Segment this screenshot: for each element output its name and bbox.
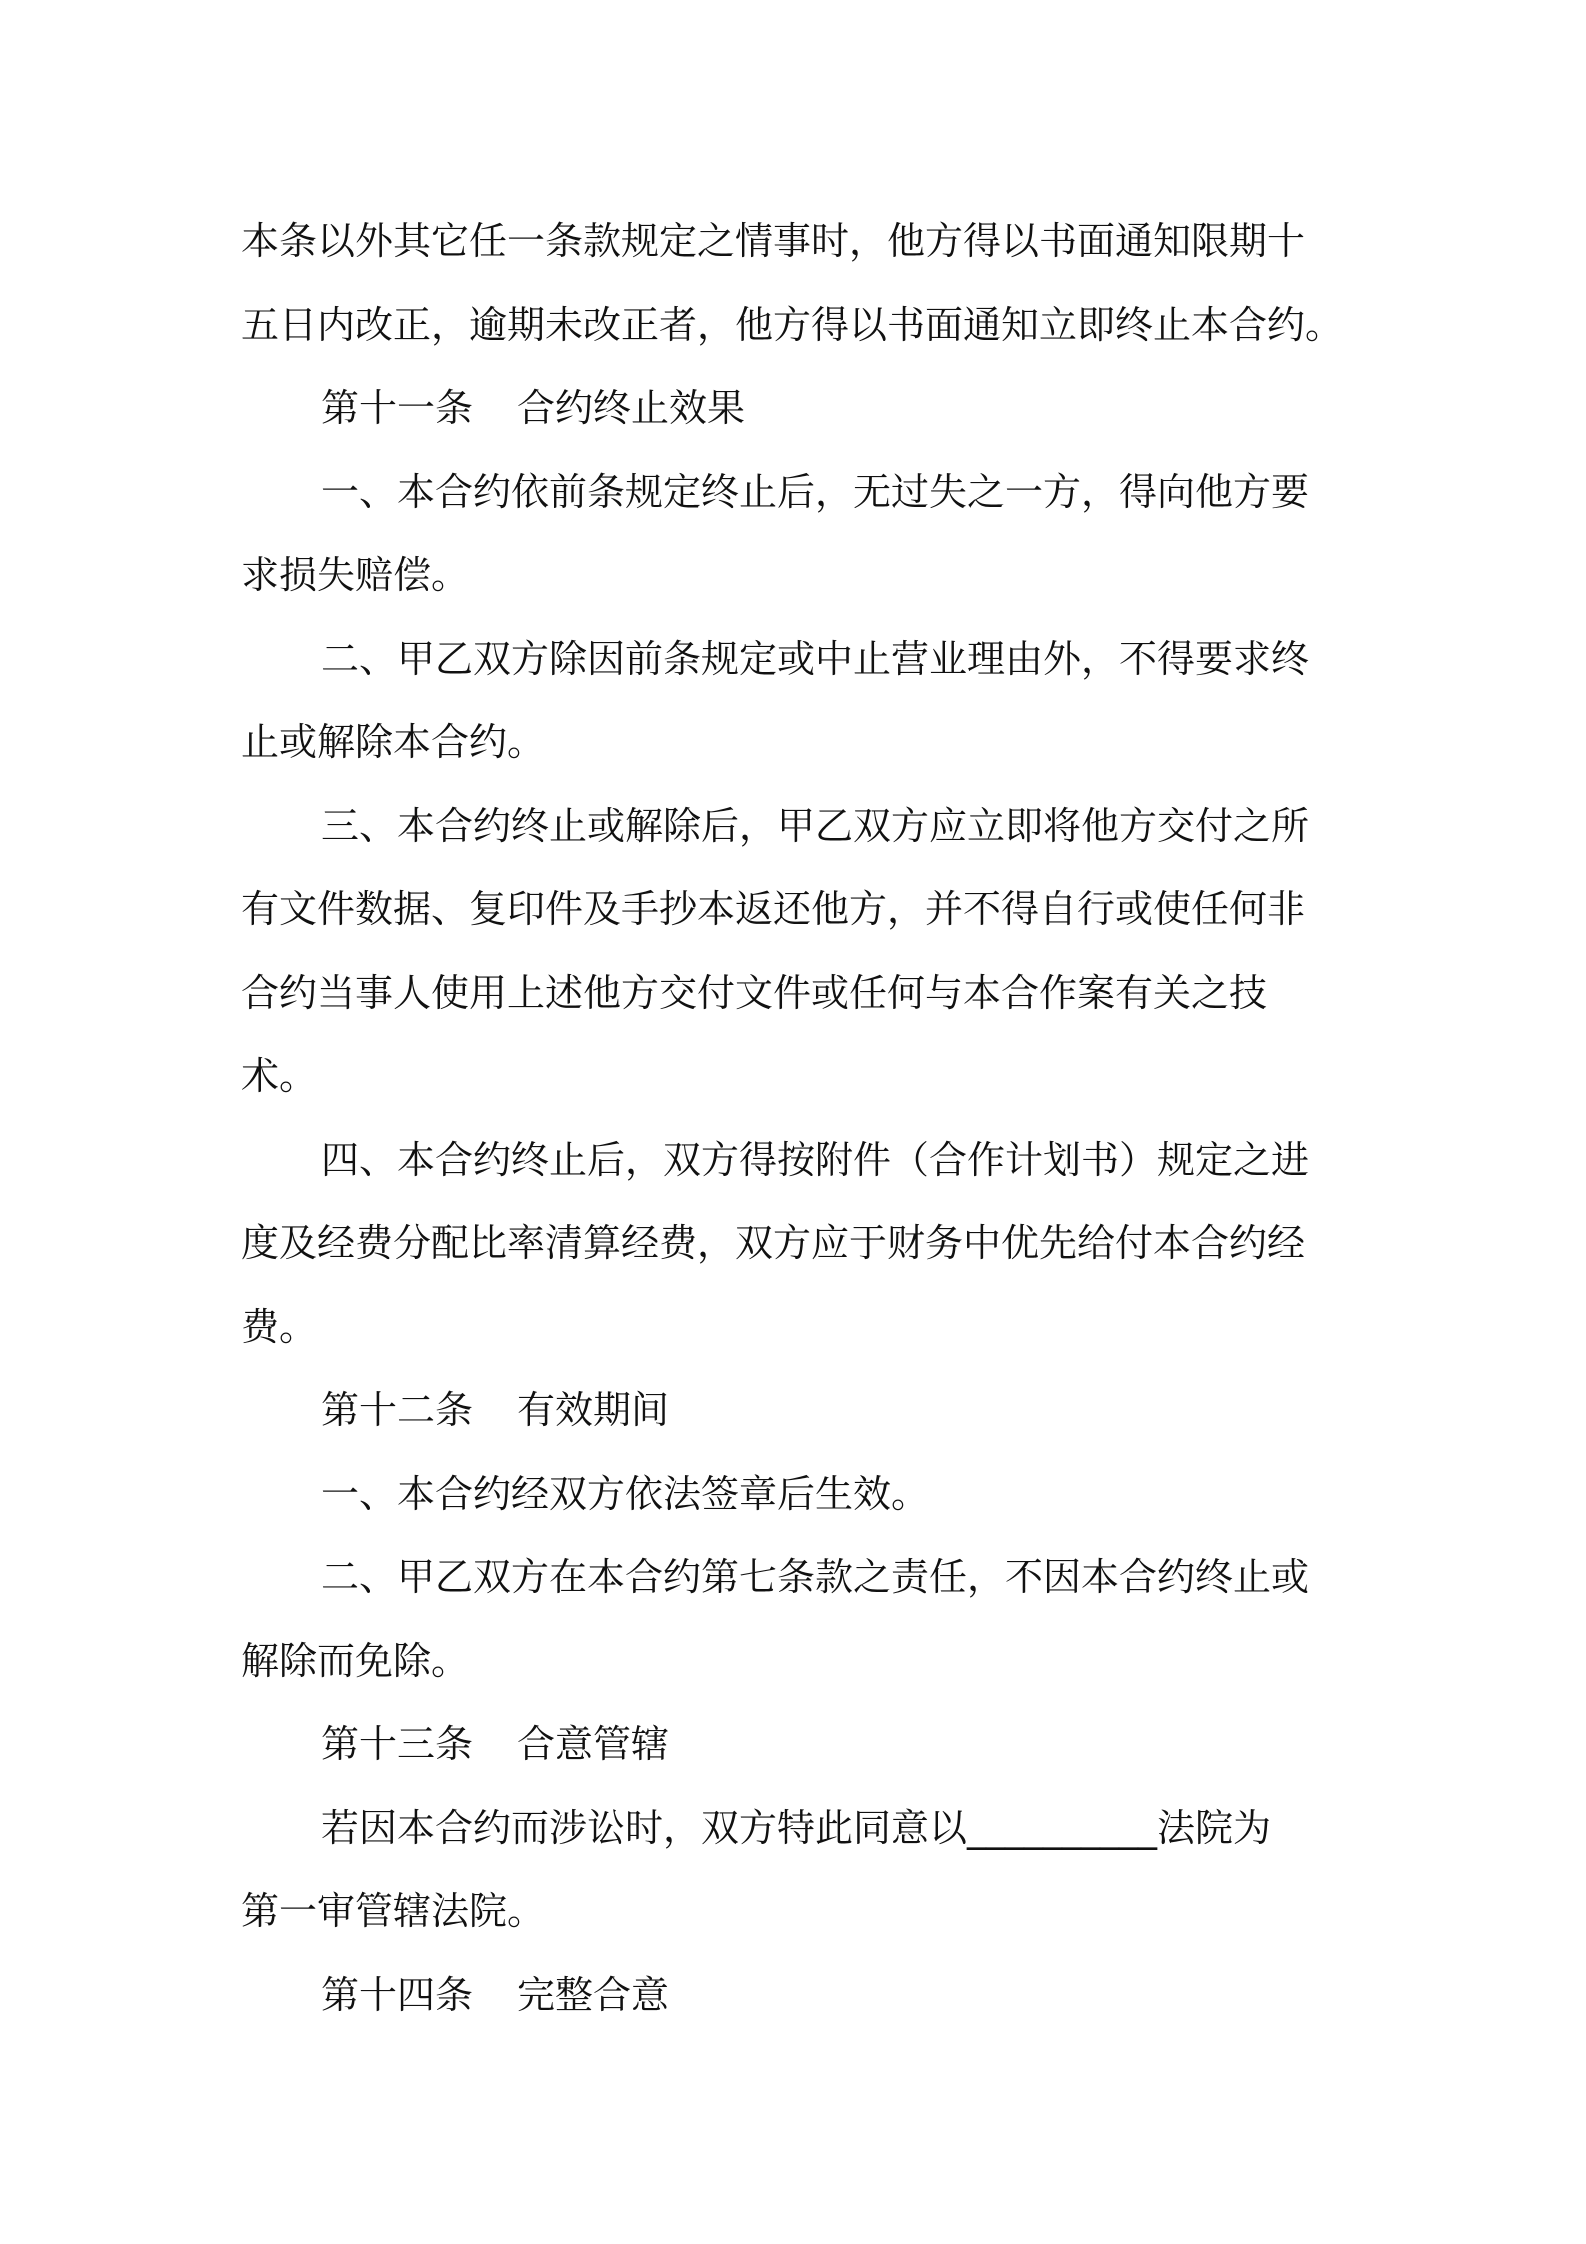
paragraph-line: 止或解除本合约。 [241,720,546,764]
paragraph-line: 三、本合约终止或解除后，甲乙双方应立即将他方交付之所 [321,803,1310,848]
paragraph-line: 求损失赔偿。 [241,553,470,597]
paragraph-line: 四、本合约终止后，双方得按附件（合作计划书）规定之进 [321,1137,1310,1182]
article-12-heading [241,1369,1351,1453]
article-number: 第十二条 [321,1388,474,1432]
paragraph-line: 术。 [241,1054,318,1098]
paragraph-line: 度及经费分配比率清算经费，双方应于财务中优先给付本合约经 [241,1221,1306,1265]
paragraph-line: 本条以外其它任一条款规定之情事时，他方得以书面通知限期十 [241,219,1306,263]
article-title: 有效期间 [517,1388,670,1432]
article-11-heading [241,367,1351,451]
paragraph-line: 一、本合约经双方依法签章后生效。 [321,1471,930,1516]
paragraph-line: 费。 [241,1304,318,1349]
paragraph-line: 若因本合约而涉讼时，双方特此同意以__________法院为 [321,1805,1272,1850]
paragraph-line: 有文件数据、复印件及手抄本返还他方，并不得自行或使任何非 [241,887,1306,931]
paragraph-line: 合约当事人使用上述他方交付文件或任何与本合作案有关之技 [241,970,1268,1015]
paragraph-line: 一、本合约依前条规定终止后，无过失之一方，得向他方要 [321,469,1310,514]
article-number: 第十四条 [321,1972,474,2017]
article-13-heading [241,1703,1351,1787]
article-14-heading [241,1954,1351,2038]
article-title: 完整合意 [517,1972,670,2017]
paragraph-line: 二、甲乙双方除因前条规定或中止营业理由外，不得要求终 [321,636,1310,681]
paragraph-line: 解除而免除。 [241,1638,470,1683]
paragraph-line: 第一审管辖法院。 [241,1889,546,1933]
paragraph-line: 五日内改正，逾期未改正者，他方得以书面通知立即终止本合约。 [241,302,1344,347]
article-title: 合约终止效果 [517,386,746,430]
paragraph-line: 二、甲乙双方在本合约第七条款之责任，不因本合约终止或 [321,1555,1310,1599]
article-title: 合意管辖 [517,1722,670,1766]
document-body [241,200,1351,2037]
article-number: 第十三条 [321,1722,474,1766]
article-number: 第十一条 [321,386,474,430]
